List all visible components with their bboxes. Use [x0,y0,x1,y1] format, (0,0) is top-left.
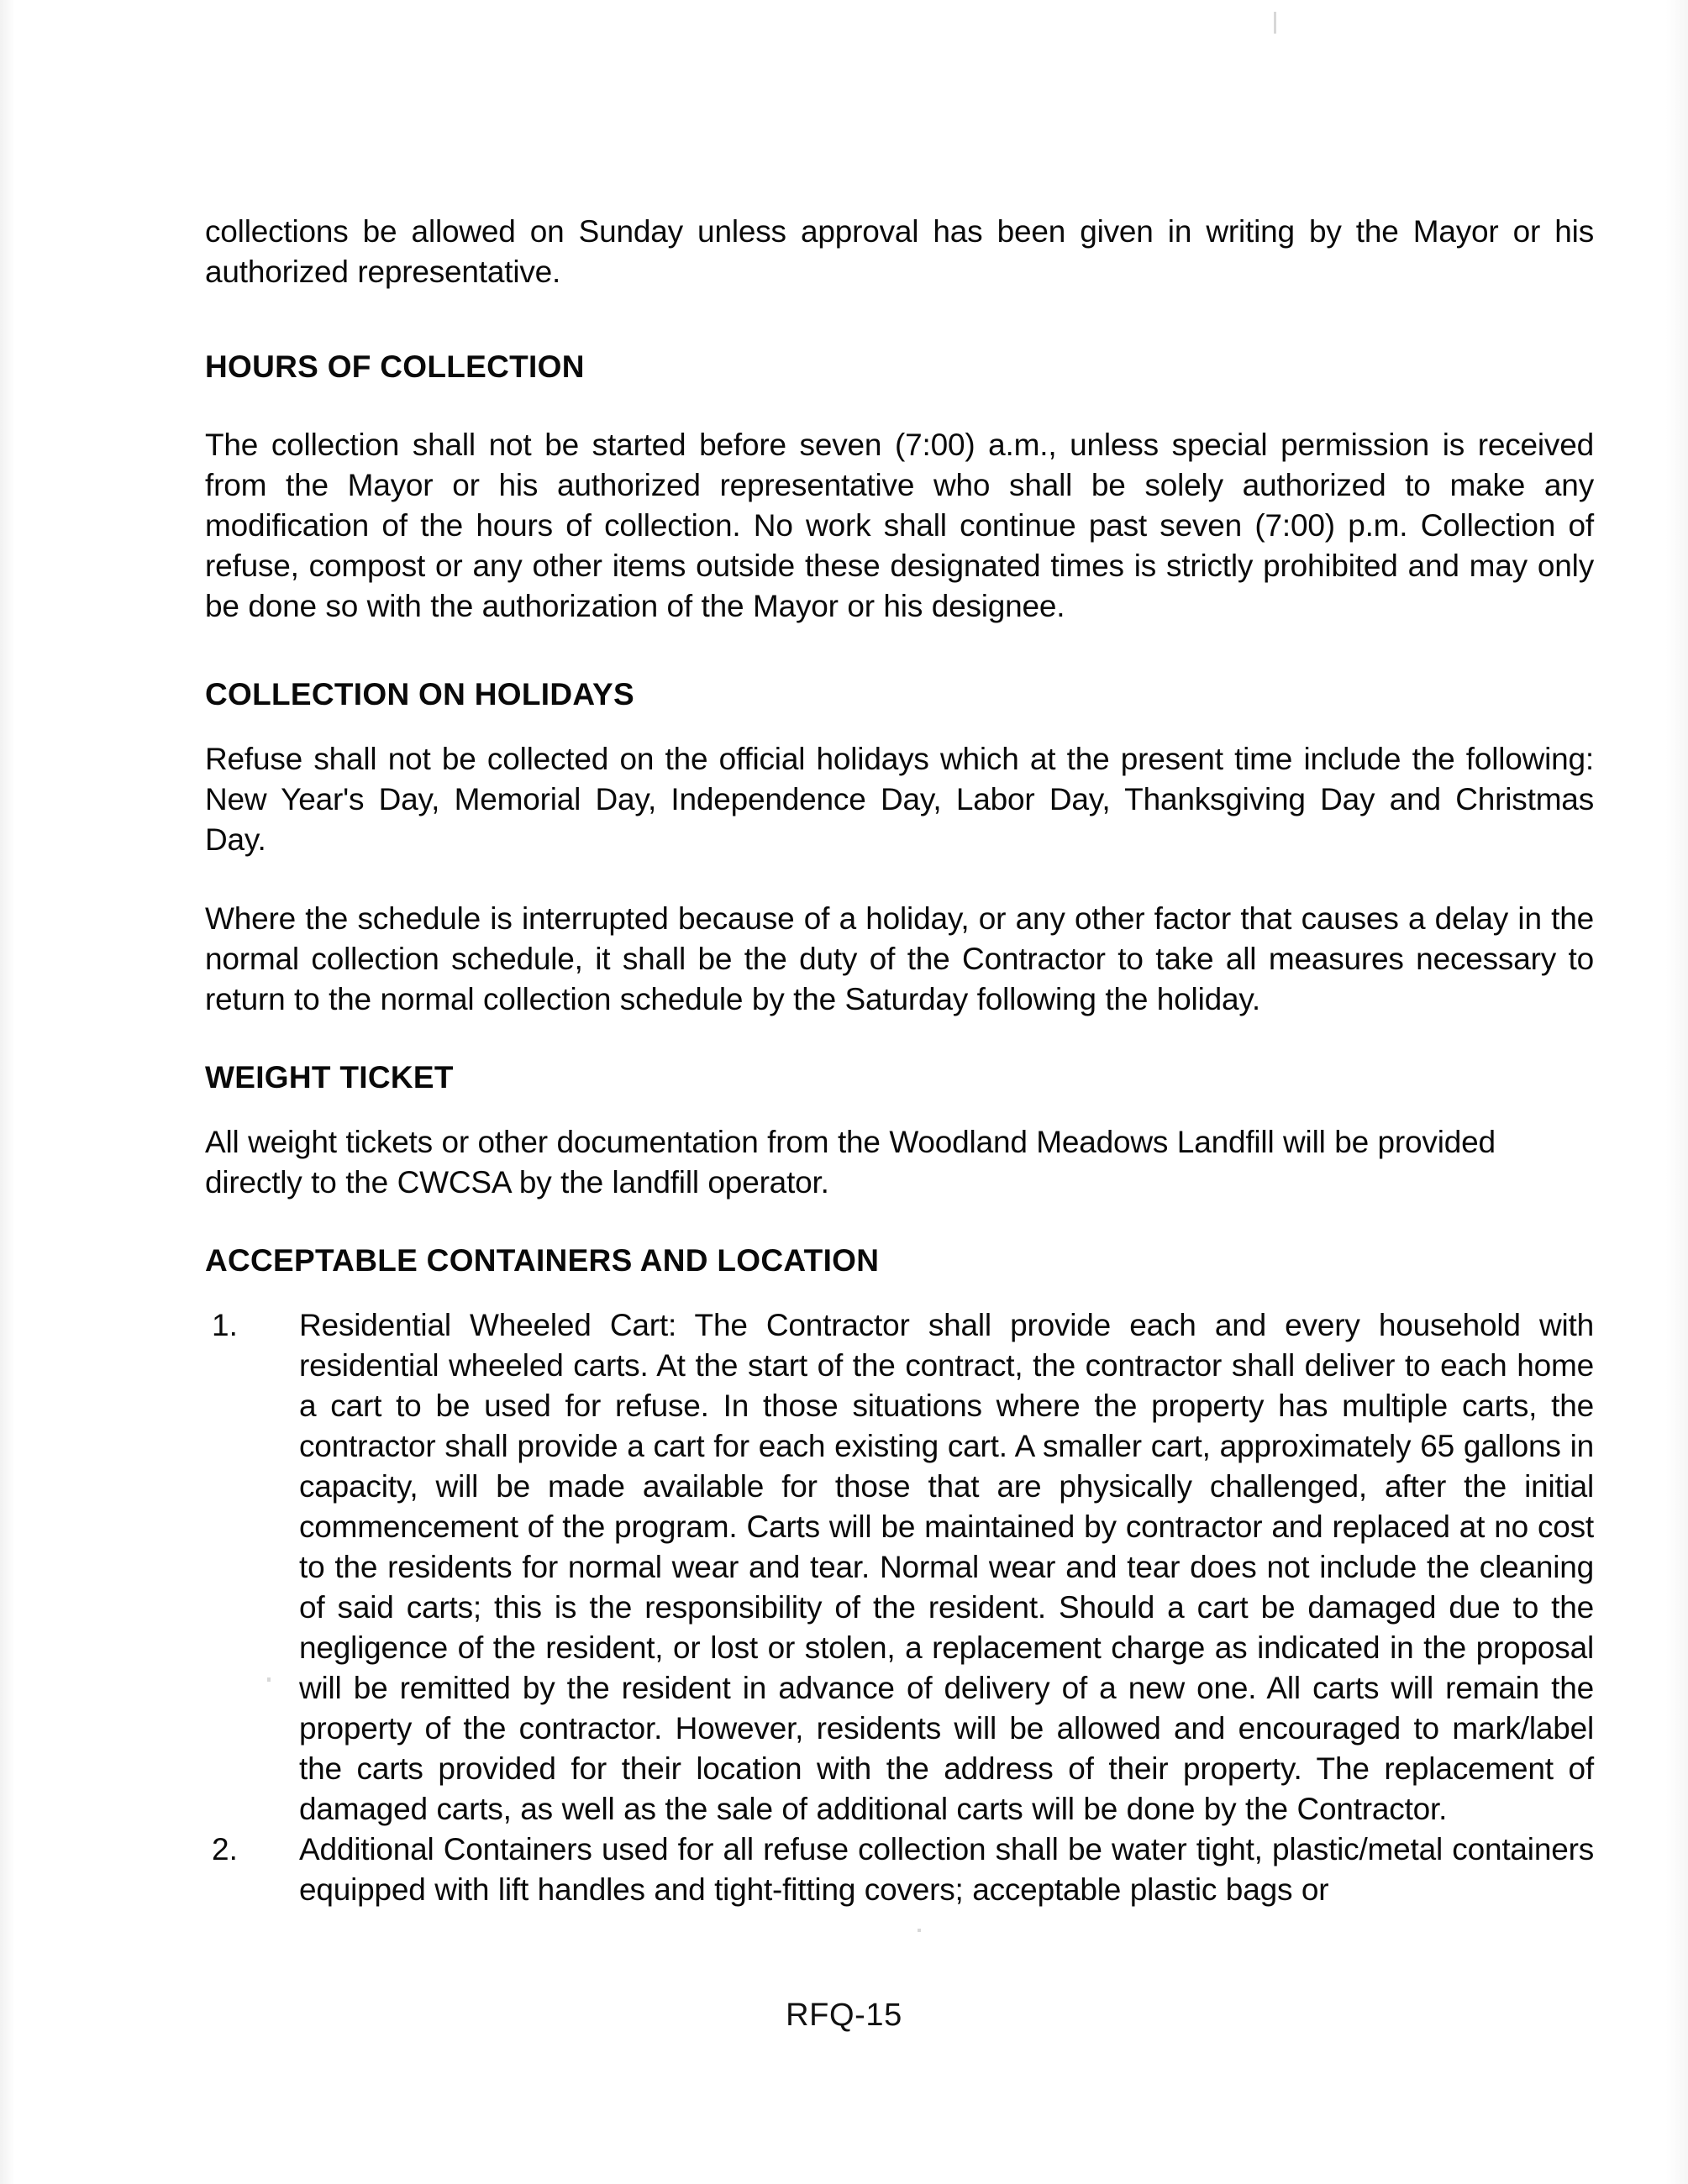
paragraph-holiday-schedule-delay: Where the schedule is interrupted because of a holiday, or any other factor that causes a delay in the normal collection schedule, it shall be the duty of the Contractor to take all measures necessary to return to the normal collection schedule by the Saturday following the holiday. [205,901,1594,1016]
scan-speck [1274,12,1276,34]
spacer [205,1280,1594,1305]
paragraph-collection-on-holidays: Refuse shall not be collected on the official holidays which at the present time include the following: New Year's Day, Memorial Day, Independence Day, Labor Day, Thanksgiving Day and Christmas Day. [205,742,1594,857]
heading-acceptable-containers-and-location: ACCEPTABLE CONTAINERS AND LOCATION [205,1243,880,1278]
heading-weight-ticket: WEIGHT TICKET [205,1060,454,1095]
continued-paragraph: collections be allowed on Sunday unless approval has been given in writing by the Mayor or his authorized representative. [205,214,1594,289]
spacer [205,714,1594,739]
list-item [205,1830,1594,1910]
list-item-number: 1. [212,1308,238,1342]
list-item-text: Residential Wheeled Cart: The Contractor shall provide each and every household with residential wheeled carts. At the start of the contract, the contractor shall deliver to each home a cart to be used for refuse. In those situations where the property has multiple carts, the contractor shall provide a cart for each existing cart. A smaller cart, approximately 65 gallons in capacity, will be made available for those that are physically challenged, after the initial commencement of the program. Carts will be maintained by contractor and replaced at no cost to the residents for normal wear and tear. Normal wear and tear does not include the cleaning of said carts; this is the responsibility of the resident. Should a cart be damaged due to the negligence of the resident, or lost or stolen, a replacement charge as indicated in the proposal will be remitted by the resident in advance of delivery of a new one. All carts will remain the property of the contractor. However, residents will be allowed and encouraged to mark/label the carts provided for their location with the address of their property. The replacement of damaged carts, as well as the sale of additional carts will be done by the Contractor. [299,1308,1594,1826]
spacer [205,860,1594,899]
heading-collection-on-holidays: COLLECTION ON HOLIDAYS [205,677,634,711]
scan-right-edge-shading [1666,0,1688,2184]
acceptable-containers-list [205,1305,1594,1910]
paragraph-weight-ticket: All weight tickets or other documentation from the Woodland Meadows Landfill will be provided directly to the CWCSA by the landfill operator. [205,1125,1496,1200]
list-item [205,1305,1594,1830]
spacer [205,292,1594,348]
list-item-number: 2. [212,1832,238,1866]
heading-hours-of-collection: HOURS OF COLLECTION [205,349,585,384]
spacer [205,627,1594,675]
scan-left-edge-shading [0,0,15,2184]
spacer [205,386,1594,425]
spacer [205,1203,1594,1242]
list-item-text: Additional Containers used for all refuse collection shall be water tight, plastic/metal containers equipped with lift handles and tight-fitting covers; acceptable plastic bags or [299,1832,1594,1907]
paragraph-hours-of-collection: The collection shall not be started before seven (7:00) a.m., unless special permission is received from the Mayor or his authorized representative who shall be solely authorized to make any modification of the hours of collection. No work shall continue past seven (7:00) p.m. Collection of refuse, compost or any other items outside these designated times is strictly prohibited and may only be done so with the authorization of the Mayor or his designee. [205,428,1594,623]
spacer [205,1020,1594,1058]
scan-speck [918,1929,921,1932]
document-body [205,212,1594,1910]
page-number-footer: RFQ-15 [786,1998,902,2033]
spacer [205,1097,1594,1122]
